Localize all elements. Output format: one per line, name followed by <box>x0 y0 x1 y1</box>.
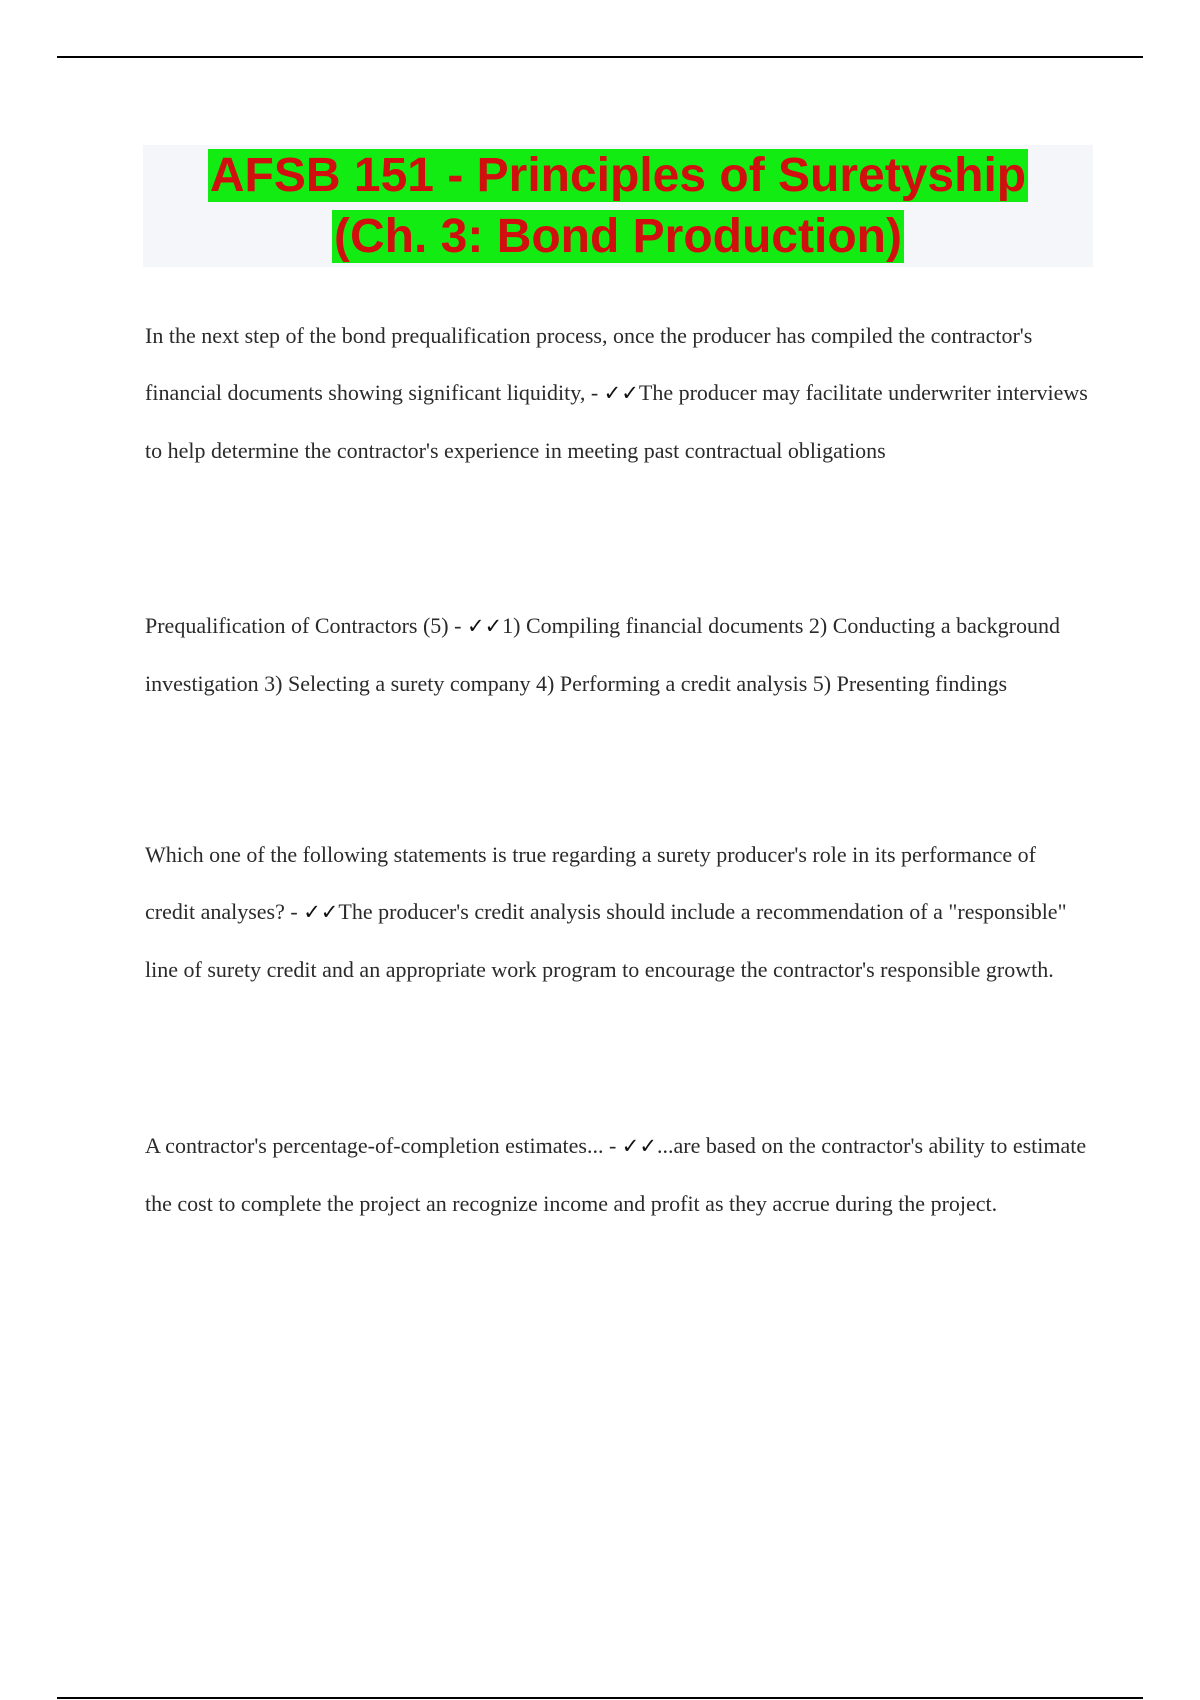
double-check-icon: ✓✓ <box>303 900 339 924</box>
answer-text: The producer may facilitate underwriter interviews to help determine the contractor's experience in meeting past contractual obligations <box>145 380 1088 463</box>
question-text: Prequalification of Contractors (5) - <box>145 613 467 638</box>
answer-text: ...are based on the contractor's ability to estimate the cost to complete the project an recognize income and profit as they accrue during the project. <box>145 1133 1087 1216</box>
qa-entry <box>145 597 1090 712</box>
double-check-icon: ✓✓ <box>603 381 639 405</box>
double-check-icon: ✓✓ <box>466 614 503 638</box>
qa-entry <box>145 307 1090 479</box>
qa-entry <box>145 1117 1090 1232</box>
top-divider <box>57 56 1143 58</box>
bottom-divider <box>57 1697 1143 1699</box>
answer-text: 1) Compiling financial documents 2) Conducting a background investigation 3) Selecting a surety company 4) Performing a credit analysis 5) Presenting findings <box>145 613 1061 696</box>
question-text: Which one of the following statements is true regarding a surety producer's role in its performance of credit analyses? - <box>145 842 1037 924</box>
answer-text: The producer's credit analysis should include a recommendation of a "responsible" line of surety credit and an appropriate work program to encourage the contractor's responsible growth. <box>145 899 1067 982</box>
question-text: In the next step of the bond prequalification process, once the producer has compiled the contractor's financial documents showing significant liquidity, - <box>145 323 1033 405</box>
double-check-icon: ✓✓ <box>621 1134 657 1158</box>
question-text: A contractor's percentage-of-completion estimates... - <box>145 1133 622 1158</box>
title-line-1: AFSB 151 - Principles of Suretyship <box>209 149 1027 202</box>
qa-entry <box>145 826 1090 998</box>
document-title <box>143 145 1093 267</box>
title-line-2: (Ch. 3: Bond Production) <box>334 210 902 263</box>
